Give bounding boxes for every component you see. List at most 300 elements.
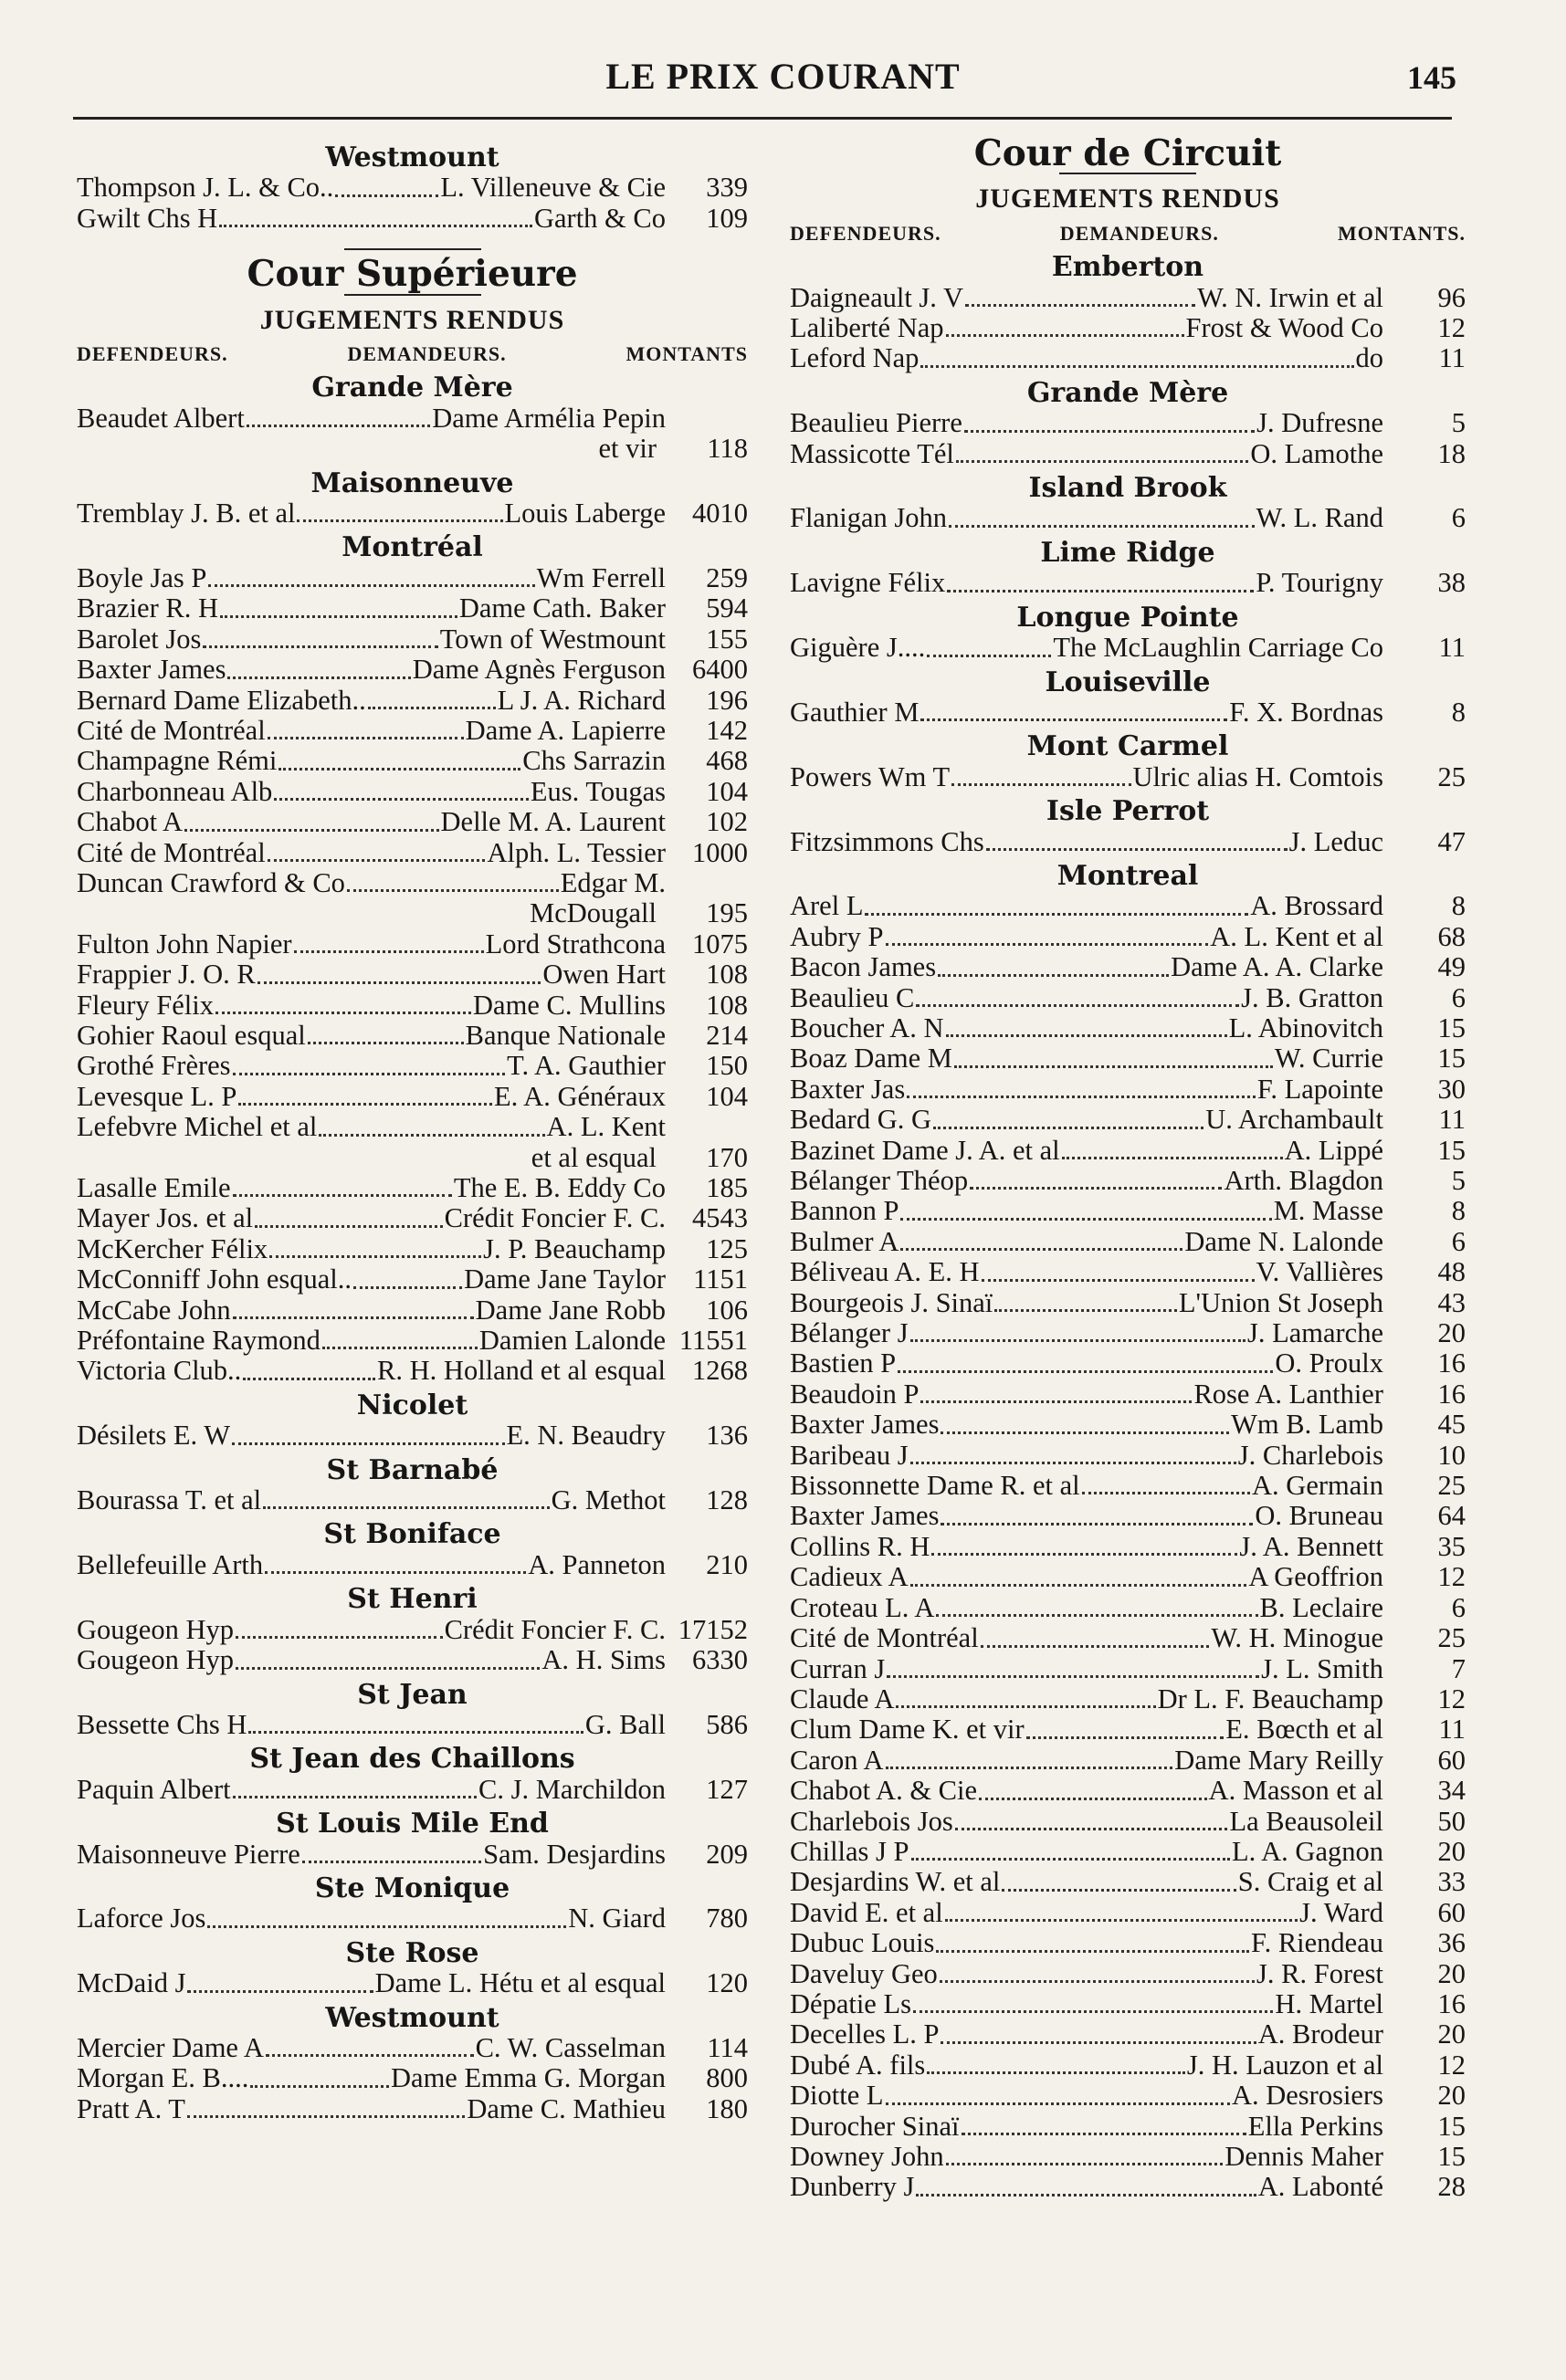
defendant: Duncan Crawford & Co — [77, 866, 345, 898]
judgement-row — [790, 1196, 1466, 1226]
town-heading: Nicolet — [356, 1389, 468, 1421]
leader-dots — [368, 707, 496, 709]
defendant: Cité de Montréal — [790, 1622, 979, 1654]
judgement-continuation — [77, 1143, 748, 1173]
plaintiff: J. Lamarche — [1246, 1317, 1383, 1349]
judgement-row — [790, 1013, 1466, 1043]
defendant: McDaid J — [77, 1967, 186, 1999]
judgement-row — [77, 1203, 748, 1233]
amount: 12 — [1437, 312, 1466, 344]
leader-dots — [916, 2194, 1256, 2197]
defendant: Caron A — [790, 1744, 884, 1776]
judgement-row — [790, 827, 1466, 857]
judgement-row — [790, 408, 1466, 438]
leader-dots — [981, 1645, 1210, 1648]
leader-dots — [910, 1584, 1247, 1587]
amount: 49 — [1437, 951, 1466, 983]
amount: 8 — [1451, 1195, 1466, 1227]
amount: 64 — [1437, 1500, 1466, 1532]
plaintiff: A. Panneton — [528, 1548, 666, 1580]
plaintiff: Eus. Tougas — [530, 775, 666, 807]
leader-dots — [233, 1316, 474, 1319]
leader-dots — [184, 829, 438, 832]
defendant: Cité de Montréal — [77, 836, 266, 868]
plaintiff: N. Giard — [568, 1903, 666, 1934]
leader-dots — [208, 584, 534, 587]
defendant: Bissonnette Dame R. et al — [790, 1470, 1080, 1502]
amount: 8 — [1451, 890, 1466, 922]
plaintiff-continued: et al esqual — [531, 1141, 657, 1173]
town-heading: St Barnabé — [326, 1453, 499, 1486]
leader-dots — [946, 2163, 1224, 2165]
leader-dots — [941, 1523, 1253, 1526]
defendant: Bellefeuille Arth — [77, 1548, 264, 1580]
leader-dots — [236, 1667, 540, 1670]
defendant: Boaz Dame M — [790, 1043, 952, 1075]
amounts-heading: MONTANTS — [625, 342, 748, 366]
town-heading: Ste Rose — [345, 1936, 479, 1969]
leader-dots — [187, 1990, 373, 1993]
judgement-row — [77, 1550, 748, 1580]
defendant: Baribeau J — [790, 1439, 909, 1471]
amount: 128 — [706, 1484, 748, 1516]
defendant: Beaudet Albert — [77, 402, 245, 434]
leader-dots — [907, 1096, 1256, 1098]
leader-dots — [269, 1255, 481, 1258]
town-heading: St Boniface — [323, 1518, 501, 1551]
defendant: Bacon James — [790, 951, 937, 983]
plaintiff: Frost & Wood Co — [1185, 312, 1383, 344]
defendants-heading: DEFENDEURS. — [77, 342, 228, 366]
amount: 180 — [706, 2092, 748, 2124]
defendant: Laliberté Nap — [790, 312, 944, 344]
amount: 210 — [706, 1548, 748, 1580]
judgement-row — [790, 1746, 1466, 1776]
leader-dots — [898, 1370, 1273, 1373]
section-rows — [77, 498, 748, 529]
defendant: Chabot A. & Cie — [790, 1775, 978, 1807]
plaintiff: R. H. Holland et al esqual — [377, 1355, 666, 1387]
section-rows — [790, 827, 1466, 857]
leader-dots — [965, 304, 1195, 307]
amount: 11 — [1438, 1714, 1466, 1746]
leader-dots — [920, 718, 1227, 721]
plaintiff: L. Villeneuve & Cie — [440, 172, 666, 204]
plaintiff: Dame Emma G. Morgan — [391, 2062, 666, 2094]
defendant: Cité de Montréal — [77, 714, 266, 746]
amount: 5 — [1451, 407, 1466, 439]
amount: 12 — [1437, 1561, 1466, 1593]
defendant: Gohier Raoul esqual — [77, 1019, 306, 1051]
amount: 136 — [706, 1420, 748, 1452]
defendant: Baxter James — [790, 1500, 940, 1532]
leader-dots — [265, 1571, 526, 1574]
plaintiff: Alph. L. Tessier — [487, 836, 666, 868]
leader-dots — [947, 590, 1254, 592]
amount: 1000 — [692, 836, 748, 868]
amount: 586 — [706, 1708, 748, 1740]
amount: 36 — [1437, 1927, 1466, 1959]
amount: 25 — [1437, 1622, 1466, 1654]
plaintiff: The McLaughlin Carriage Co — [1053, 632, 1383, 664]
leader-dots — [946, 1034, 1227, 1037]
leader-dots — [243, 1378, 375, 1380]
section-rows — [790, 697, 1466, 728]
plaintiff-continued: et vir — [598, 433, 657, 465]
judgement-row — [790, 2112, 1466, 2142]
plaintiff: A. Brossard — [1250, 890, 1383, 922]
amount: 142 — [706, 714, 748, 746]
leader-dots — [954, 1065, 1273, 1068]
judgement-row — [790, 283, 1466, 313]
amount: 15 — [1437, 1012, 1466, 1043]
judgement-row — [790, 1807, 1466, 1837]
amount: 45 — [1437, 1409, 1466, 1441]
plaintiff: A Geoffrion — [1248, 1561, 1383, 1593]
judgement-row — [790, 2081, 1466, 2111]
leader-dots — [896, 1705, 1155, 1708]
section-rows — [77, 1775, 748, 1805]
plaintiff: U. Archambault — [1205, 1104, 1383, 1136]
judgement-row — [790, 1989, 1466, 2019]
town-heading: St Jean — [357, 1678, 468, 1711]
plaintiff: L. A. Gagnon — [1231, 1835, 1383, 1867]
leader-dots — [913, 2010, 1273, 2013]
plaintiffs-heading: DEMANDEURS. — [1059, 221, 1219, 245]
judgement-row — [790, 1867, 1466, 1897]
judgement-row — [77, 1082, 748, 1112]
amount: 170 — [706, 1141, 748, 1173]
defendant: Charbonneau Alb — [77, 775, 273, 807]
section-rows — [77, 1421, 748, 1451]
judgement-row — [790, 1501, 1466, 1531]
leader-dots — [920, 365, 1353, 368]
left-sections — [77, 372, 748, 2124]
leader-dots — [920, 1400, 1192, 1403]
judgement-row — [77, 1968, 748, 1998]
judgement-row — [790, 762, 1466, 792]
plaintiff: L'Union St Joseph — [1178, 1286, 1383, 1318]
amount: 8 — [1451, 696, 1466, 728]
amount: 594 — [706, 592, 748, 624]
plaintiff: A. L. Kent — [546, 1111, 666, 1143]
amount: 20 — [1437, 2018, 1466, 2050]
plaintiff: C. J. Marchildon — [478, 1773, 666, 1805]
judgement-row — [77, 991, 748, 1021]
defendant: Collins R. H — [790, 1530, 930, 1562]
westmount-top-rows — [77, 173, 748, 234]
plaintiff: M. Masse — [1273, 1195, 1383, 1227]
plaintiff: J. Leduc — [1288, 825, 1383, 857]
judgement-row — [77, 655, 748, 685]
leader-dots — [233, 1194, 452, 1197]
leader-dots — [956, 460, 1248, 463]
plaintiff: A. Brodeur — [1257, 2018, 1383, 2050]
judgement-row — [790, 1136, 1466, 1166]
leader-dots — [319, 1134, 544, 1137]
town-heading: Montreal — [1056, 859, 1199, 892]
leader-dots — [266, 2054, 474, 2057]
leader-dots — [945, 1919, 1298, 1922]
plaintiff: H. Martel — [1275, 1987, 1383, 2019]
defendant: Aubry P — [790, 920, 884, 952]
plaintiff: E. A. Généraux — [493, 1080, 666, 1112]
page-header — [0, 55, 1566, 110]
section-rows — [77, 563, 748, 1387]
leader-dots — [931, 1553, 1237, 1556]
amount: 47 — [1437, 825, 1466, 857]
plaintiff: Dame Armélia Pepin — [432, 402, 666, 434]
amount: 11551 — [678, 1325, 748, 1357]
leader-dots — [250, 2085, 389, 2088]
leader-dots — [220, 615, 457, 618]
judgement-row — [790, 1959, 1466, 1989]
leader-dots — [247, 425, 430, 427]
amount: 150 — [706, 1050, 748, 1082]
defendants-heading: DEFENDEURS. — [790, 221, 941, 245]
amount: 108 — [706, 989, 748, 1021]
defendant: Frappier J. O. R — [77, 959, 256, 991]
amount: 6400 — [692, 654, 748, 686]
judgement-row — [790, 1714, 1466, 1745]
plaintiff: Dennis Maher — [1224, 2141, 1383, 2172]
leader-dots — [911, 1858, 1230, 1861]
defendant: Morgan E. B.... — [77, 2062, 249, 2094]
judgement-row — [790, 1379, 1466, 1410]
leader-dots — [335, 194, 438, 197]
defendant: Bannon P — [790, 1195, 899, 1227]
amount: 33 — [1437, 1866, 1466, 1898]
town-heading: Louiseville — [1045, 666, 1211, 698]
amount: 12 — [1437, 2049, 1466, 2081]
defendant: Thompson J. L. & Co.. — [77, 172, 334, 204]
leader-dots — [263, 1506, 549, 1509]
judgement-row — [77, 1710, 748, 1740]
leader-dots — [274, 798, 529, 801]
leader-dots — [941, 2041, 1256, 2044]
plaintiff: A. Lippé — [1284, 1134, 1383, 1166]
plaintiff: J. Charlebois — [1237, 1439, 1383, 1471]
plaintiff: J. H. Lauzon et al — [1186, 2049, 1383, 2081]
defendant: Laforce Jos — [77, 1903, 206, 1934]
plaintiff: S. Craig et al — [1237, 1866, 1383, 1898]
judgement-row — [790, 1043, 1466, 1074]
plaintiff: O. Bruneau — [1255, 1500, 1383, 1532]
amount: 209 — [706, 1838, 748, 1870]
plaintiff: J. Dufresne — [1256, 407, 1383, 439]
leader-dots — [865, 913, 1248, 916]
court-title: Cour de Circuit — [973, 132, 1282, 174]
judgement-row — [790, 2050, 1466, 2081]
amount: 1075 — [692, 928, 748, 959]
leader-dots — [886, 1767, 1173, 1769]
defendant: Bastien P — [790, 1347, 897, 1379]
defendant: Boucher A. N — [790, 1012, 944, 1043]
defendant: Dubuc Louis — [790, 1927, 935, 1959]
defendant: Giguère J.... — [790, 632, 926, 664]
judgement-row — [790, 1288, 1466, 1318]
judgement-row — [790, 1562, 1466, 1592]
defendant: Lavigne Félix — [790, 567, 946, 599]
plaintiff: E. Bœcth et al — [1225, 1714, 1383, 1746]
judgement-row — [790, 1166, 1466, 1196]
plaintiff: T. A. Gauthier — [507, 1050, 666, 1082]
amount: 4010 — [692, 498, 748, 529]
leader-dots — [1026, 1736, 1224, 1739]
judgement-row — [790, 633, 1466, 663]
judgement-row — [790, 1318, 1466, 1348]
plaintiff: J. R. Forest — [1256, 1957, 1383, 1989]
judgement-row — [790, 697, 1466, 728]
amount: 6 — [1451, 502, 1466, 534]
judgement-row — [77, 1234, 748, 1264]
plaintiff: C. W. Casselman — [475, 2031, 666, 2063]
defendant: Beaudoin P — [790, 1378, 920, 1410]
judgement-row — [77, 1840, 748, 1870]
judgement-row — [77, 1264, 748, 1295]
leader-dots — [187, 2115, 465, 2118]
judgement-row — [790, 1623, 1466, 1653]
leader-dots — [900, 1218, 1271, 1221]
plaintiff: La Beausoleil — [1229, 1805, 1383, 1837]
judgement-row — [790, 891, 1466, 921]
plaintiff: J. P. Beauchamp — [483, 1232, 666, 1264]
plaintiff: J. Ward — [1299, 1896, 1383, 1928]
plaintiff: A. Germain — [1252, 1470, 1383, 1502]
leader-dots — [910, 1462, 1236, 1464]
amount: 48 — [1437, 1256, 1466, 1288]
plaintiff: A. H. Sims — [541, 1644, 666, 1676]
section-rows — [77, 1840, 748, 1870]
leader-dots — [910, 1339, 1245, 1342]
leader-dots — [964, 430, 1255, 433]
amount: 5 — [1451, 1165, 1466, 1196]
defendant: Chillas J P — [790, 1835, 909, 1867]
judgement-row — [77, 2094, 748, 2124]
judgement-row — [77, 204, 748, 234]
judgement-row — [77, 404, 748, 434]
section-rows — [77, 1710, 748, 1740]
leader-dots — [353, 1286, 462, 1289]
plaintiff: F. X. Bordnas — [1229, 696, 1383, 728]
defendant: Paquin Albert — [77, 1773, 231, 1805]
amount: 20 — [1437, 1835, 1466, 1867]
section-rows — [790, 762, 1466, 792]
plaintiff: Owen Hart — [542, 959, 666, 991]
plaintiff: G. Ball — [584, 1708, 666, 1740]
plaintiff: F. Riendeau — [1251, 1927, 1383, 1959]
defendant: Lefebvre Michel et al — [77, 1111, 318, 1143]
amount: 6 — [1451, 981, 1466, 1013]
defendant: Clum Dame K. et vir — [790, 1714, 1025, 1746]
section-rows — [77, 1485, 748, 1515]
amount: 60 — [1437, 1744, 1466, 1776]
leader-dots — [938, 974, 1169, 977]
judgement-row — [790, 1348, 1466, 1379]
judgement-row — [790, 2142, 1466, 2172]
leader-dots — [936, 1614, 1257, 1617]
amount: 12 — [1437, 1683, 1466, 1714]
amount: 15 — [1437, 1134, 1466, 1166]
judgement-row — [77, 1775, 748, 1805]
plaintiff: Ulric alias H. Comtois — [1132, 760, 1383, 792]
plaintiff: Chs Sarrazin — [522, 745, 666, 777]
judgement-row — [790, 1075, 1466, 1105]
defendant: Boyle Jas P — [77, 561, 207, 593]
plaintiff: Ella Perkins — [1247, 2110, 1383, 2142]
defendant: Champagne Rémi — [77, 745, 278, 777]
plaintiff: B. Leclaire — [1259, 1591, 1383, 1623]
judgement-row — [77, 959, 748, 990]
section-rows — [77, 1903, 748, 1934]
judgement-row — [790, 1684, 1466, 1714]
defendant: Bulmer A — [790, 1225, 899, 1257]
plaintiff: O. Lamothe — [1250, 437, 1383, 469]
judgement-continuation — [77, 898, 748, 928]
amount: 35 — [1437, 1530, 1466, 1562]
leader-dots — [308, 1042, 464, 1044]
plaintiff: Wm Ferrell — [536, 561, 666, 593]
plaintiff: Dame N. Lalonde — [1184, 1225, 1383, 1257]
judgement-row — [790, 343, 1466, 373]
amount: 6 — [1451, 1591, 1466, 1623]
leader-dots — [994, 1309, 1177, 1312]
leader-dots — [233, 1073, 506, 1075]
plaintiff: Lord Strathcona — [485, 928, 666, 959]
defendant: Bedard G. G — [790, 1104, 932, 1136]
judgement-row — [77, 1356, 748, 1386]
plaintiff: Dame Cath. Baker — [458, 592, 666, 624]
amount: 30 — [1437, 1073, 1466, 1105]
leader-dots — [949, 525, 1255, 528]
plaintiff: Dame L. Hétu et al esqual — [374, 1967, 666, 1999]
plaintiffs-heading: DEMANDEURS. — [347, 342, 507, 366]
town-heading: Mont Carmel — [1026, 730, 1229, 763]
leader-dots — [255, 1225, 442, 1228]
judgement-row — [77, 624, 748, 655]
plaintiff: L. Abinovitch — [1228, 1012, 1383, 1043]
amount: 214 — [706, 1019, 748, 1051]
plaintiff: L J. A. Richard — [497, 684, 666, 716]
amount: 6330 — [692, 1644, 748, 1676]
defendant: Fulton John Napier — [77, 928, 292, 959]
defendant: Bourgeois J. Sinaï — [790, 1286, 993, 1318]
plaintiff: Dr L. F. Beauchamp — [1157, 1683, 1383, 1714]
defendant: Desjardins W. et al — [790, 1866, 1001, 1898]
defendant: Arel L — [790, 890, 864, 922]
leader-dots — [233, 1796, 477, 1798]
judgement-row — [77, 1326, 748, 1356]
judgement-row — [790, 983, 1466, 1013]
leader-dots — [268, 737, 464, 739]
amount: 38 — [1437, 567, 1466, 599]
defendant: Tremblay J. B. et al — [77, 498, 296, 529]
plaintiff-continued: McDougall — [530, 897, 657, 929]
defendant: Brazier R. H — [77, 592, 218, 624]
judgement-row — [790, 1471, 1466, 1501]
defendant: Bazinet Dame J. A. et al — [790, 1134, 1060, 1166]
defendant: McCabe John — [77, 1294, 231, 1326]
header-rule — [73, 117, 1452, 120]
judgement-row — [790, 1532, 1466, 1562]
defendant: Beaulieu C — [790, 981, 915, 1013]
plaintiff: Dame A. Lapierre — [465, 714, 666, 746]
judgement-row — [790, 1898, 1466, 1928]
judgement-row — [790, 2019, 1466, 2050]
plaintiff: Arth. Blagdon — [1224, 1165, 1383, 1196]
amount: 11 — [1438, 632, 1466, 664]
defendant: Bélanger Théop — [790, 1165, 969, 1196]
